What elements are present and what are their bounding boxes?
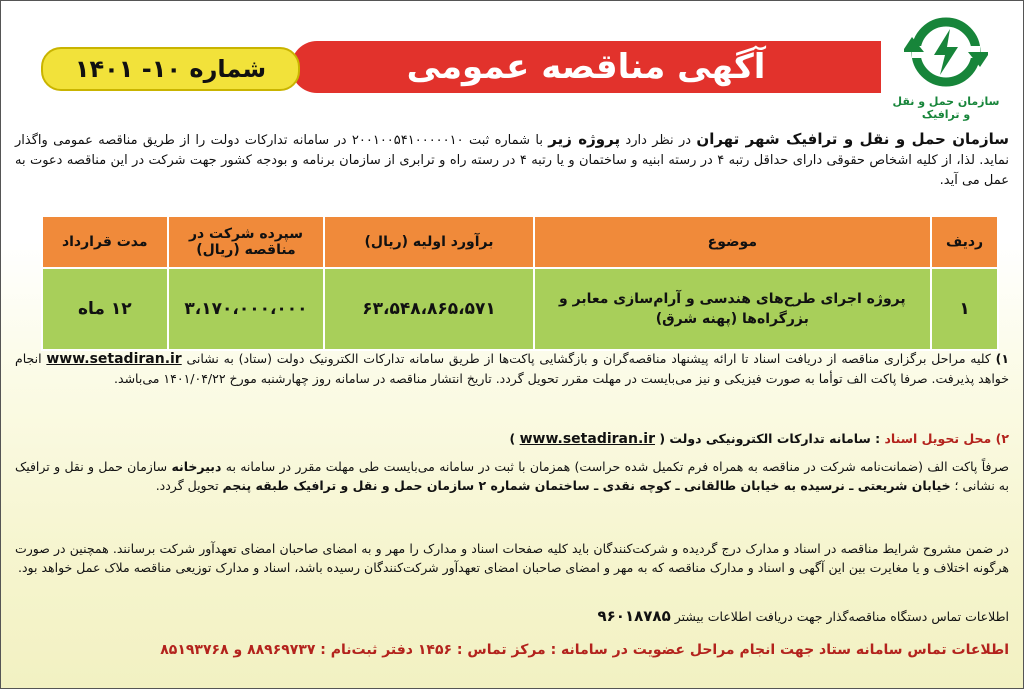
title-banner <box>41 41 881 93</box>
col-header-estimate: برآورد اولیه (ریال) <box>324 216 533 268</box>
delivery-paragraph <box>15 457 1009 495</box>
setadiran-link-2[interactable]: www.setadiran.ir <box>519 431 655 447</box>
section-2 <box>15 429 1009 449</box>
cell-duration: ۱۲ ماه <box>42 268 168 350</box>
cell-row-number: ۱ <box>931 268 998 350</box>
delivery-text-1: صرفاً پاکت الف (ضمانت‌نامه شرکت در مناقصه به همراه فرم تکمیل شده حراست) همزمان با ثبت در سامانه می‌بایست طی مهلت مقرر در سامانه به <box>221 459 1009 474</box>
setadiran-link[interactable]: www.setadiran.ir <box>46 351 182 367</box>
cell-estimate: ۶۳،۵۴۸،۸۶۵،۵۷۱ <box>324 268 533 350</box>
organization-logo-icon <box>904 15 988 89</box>
tender-table <box>41 215 999 351</box>
section-1-text-b: انجام خواهد پذیرفت. صرفا پاکت الف توأما به صورت فیزیکی و نیز می‌بایست در مهلت مقرر تحویل گردد. تاریخ انتشار مناقصه در سامانه روز چهارشنبه مورخ ۱۴۰۱/۰۴/۲۲ می‌باشد. <box>15 351 1009 386</box>
section-2-text-b: ) <box>509 431 520 446</box>
section-1 <box>15 349 1009 388</box>
delivery-secretariat: دبیرخانه <box>171 459 222 474</box>
delivery-text-3: تحویل گردد. <box>155 478 223 493</box>
project-label: پروژه زیر <box>548 130 621 148</box>
logo-caption: سازمان حمل و نقل و ترافیک <box>892 95 1000 121</box>
section-1-number: ۱) <box>995 351 1009 366</box>
section-2-text-a: : سامانه تدارکات الکترونیکی دولت ( <box>654 431 885 446</box>
col-header-deposit: سپرده شرکت در مناقصه (ریال) <box>168 216 325 268</box>
col-header-row-number: ردیف <box>931 216 998 268</box>
section-1-text-a: کلیه مراحل برگزاری مناقصه از دریافت اسناد تا ارائه پیشنهاد مناقصه‌گران و بازگشایی پاکت‌ها از طریق سامانه تدارکات الکترونیک دولت (ستاد) به نشانی <box>181 351 991 366</box>
col-header-duration: مدت قرارداد <box>42 216 168 268</box>
cell-subject: پروژه اجرای طرح‌های هندسی و آرام‌سازی معابر و بزرگراه‌ها (پهنه شرق) <box>534 268 931 350</box>
setad-contact-footer: اطلاعات تماس سامانه ستاد جهت انجام مراحل عضویت در سامانه : مرکز تماس : ۱۴۵۶ دفتر ثبت‌نام : ۸۸۹۶۹۷۳۷ و ۸۵۱۹۳۷۶۸ <box>160 642 1009 658</box>
intro-text-1: در نظر دارد <box>620 133 697 148</box>
contact-line <box>15 607 1009 626</box>
intro-paragraph <box>15 129 1009 191</box>
contact-text: اطلاعات تماس دستگاه مناقصه‌گذار جهت دریافت اطلاعات بیشتر <box>670 609 1009 624</box>
organization-logo <box>891 15 1001 121</box>
cell-deposit: ۳،۱۷۰،۰۰۰،۰۰۰ <box>168 268 325 350</box>
table-row <box>42 268 998 350</box>
table-header-row <box>42 216 998 268</box>
organization-name: سازمان حمل و نقل و ترافیک شهر تهران <box>696 130 1009 148</box>
notice-title: آگهی مناقصه عمومی <box>291 41 881 93</box>
notice-number: شماره ۱۰- ۱۴۰۱ <box>41 47 300 91</box>
delivery-text-2: سازمان حمل و نقل و ترافیک به نشانی ؛ <box>15 459 1009 493</box>
contact-phone: ۹۶۰۱۸۷۸۵ <box>597 607 671 625</box>
section-2-label: ۲) محل تحویل اسناد <box>884 431 1009 446</box>
delivery-address: خیابان شریعتی ـ نرسیده به خیابان طالقانی ـ کوچه نقدی ـ ساختمان شماره ۲ سازمان حمل و نقل و ترافیک طبقه پنجم <box>222 478 951 493</box>
col-header-subject: موضوع <box>534 216 931 268</box>
intro-text-2: با شماره ثبت ۲۰۰۱۰۰۵۴۱۰۰۰۰۰۱۰ در سامانه تدارکات دولت را از طریق مناقصه عمومی واگذار نماید. لذا، از کلیه اشخاص حقوقی دارای حداقل رتبه ۴ در رسته ابنیه و ساختمان و یا رتبه ۴ در رسته راه و ترابری از سازمان برنامه و بودجه کشور جهت شرکت در این مناقصه دعوت به عمل می آید. <box>15 133 1009 188</box>
conditions-paragraph: در ضمن مشروح شرایط مناقصه در اسناد و مدارک درج گردیده و شرکت‌کنندگان باید کلیه صفحات اسناد و مدارک را مهر و به امضای صاحبان امضای تعهدآور شرکت برسانند. همچنین در صورت هرگونه اختلاف و یا مغایرت بین این آگهی و اسناد و مدارک مناقصه که به مهر و امضای صاحبان امضای تعهدآور شرکت‌کنندگان رسیده باشد، اسناد و مدارک توزیعی مناقصه ملاک عمل خواهد بود. <box>15 541 1009 575</box>
